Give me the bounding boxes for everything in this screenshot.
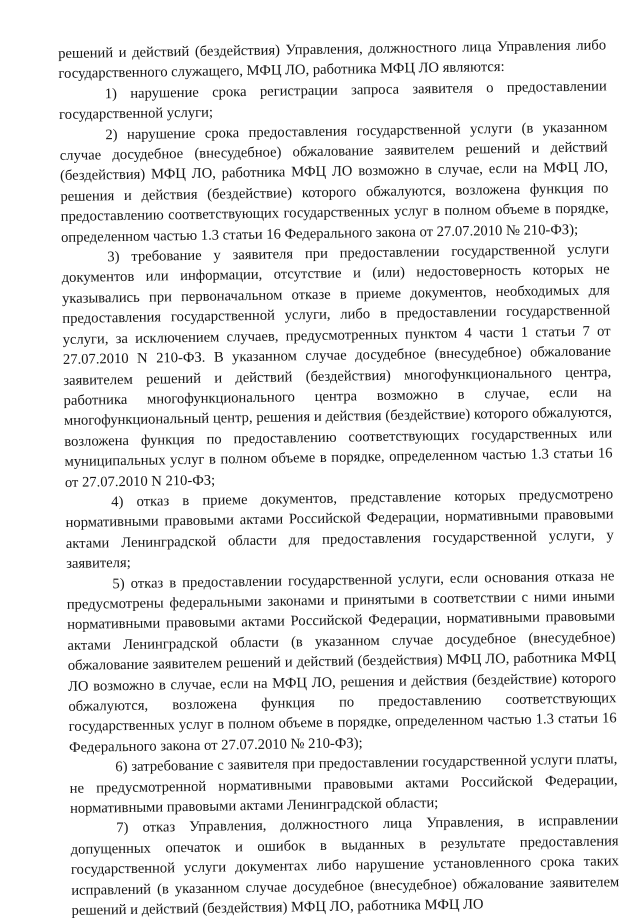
paragraph-item-2: 2) нарушение срока предоставления государственной услуги (в указанном случае досудебное (внесудебное) обжалование заявителем решений и действий (бездействия) МФЦ ЛО, работника МФЦ ЛО возможно в случае, если на МФЦ ЛО, решения и действия (бездействие) которого обжалуются, возложена функция по предоставлению соответствующих государственных услуг в полном объеме в порядке, определенном частью 1.3 статьи 16 Федерального закона от 27.07.2010 № 210-ФЗ);	[59, 119, 609, 246]
paragraph-item-3: 3) требование у заявителя при предоставлении государственной услуги документов или информации, отсутствие и (или) недостоверность которых не указывались при первоначальном отказе в приеме документов, необходимых для предоставления государственной услуги, либо в предоставлении государственной услуги, за исключением случаев, предусмотренных пунктом 4 части 1 статьи 7 от 27.07.2010 N 210-ФЗ. В указанном случае досудебное (внесудебное) обжалование заявителем решений и действий (бездействия) многофункционального центра, работника многофункционального центра возможно в случае, если на многофункциональный центр, решения и действия (бездействие) которого обжалуются, возложена функция по предоставлению соответствующих государственных или муниципальных услуг в полном объеме в порядке, определенном частью 1.3 статьи 16 от 27.07.2010 N 210-ФЗ;	[61, 241, 613, 491]
paragraph-item-1: 1) нарушение срока регистрации запроса заявителя о предоставлении государственной услуги;	[58, 78, 607, 124]
paragraph-item-6: 6) затребование с заявителя при предоставлении государственной услуги платы, не предусмотренной нормативными правовыми актами Российской Федерации, нормативными правовыми актами Ленинградской области;	[69, 751, 618, 817]
paragraph-item-5: 5) отказ в предоставлении государственной услуги, если основания отказа не предусмотрены федеральными законами и принятыми в соответствии с ними иными нормативными правовыми актами Российской Федерации, нормативными правовыми актами Ленинградской области (в указанном случае досудебное (внесудебное) обжалование заявителем решений и действий (бездействия) МФЦ ЛО, работника МФЦ ЛО возможно в случае, если на МФЦ ЛО, решения и действия (бездействие) которого обжалуются, возложена функция по предоставлению соответствующих государственных услуг в полном объеме в порядке, определенном частью 1.3 статьи 16 Федерального закона от 27.07.2010 № 210-ФЗ);	[66, 567, 617, 756]
paragraph-item-7: 7) отказ Управления, должностного лица Управления, в исправлении допущенных опечаток и ошибок в выданных в результате предоставления государственной услуги документах либо нарушение установленного срока таких исправлений (в указанном случае досудебное (внесудебное) обжалование заявителем решений и действий (бездействия) МФЦ ЛО, работника МФЦ ЛО	[70, 812, 620, 919]
paragraph-item-4: 4) отказ в приеме документов, представление которых предусмотрено нормативными правовыми актами Российской Федерации, нормативными правовыми актами Ленинградской области для предоставления государственной услуги, у заявителя;	[65, 486, 614, 573]
paragraph-intro: решений и действий (бездействия) Управления, должностного лица Управления либо государственного служащего, МФЦ ЛО, работника МФЦ ЛО являются:	[58, 37, 607, 83]
document-page	[58, 35, 620, 921]
